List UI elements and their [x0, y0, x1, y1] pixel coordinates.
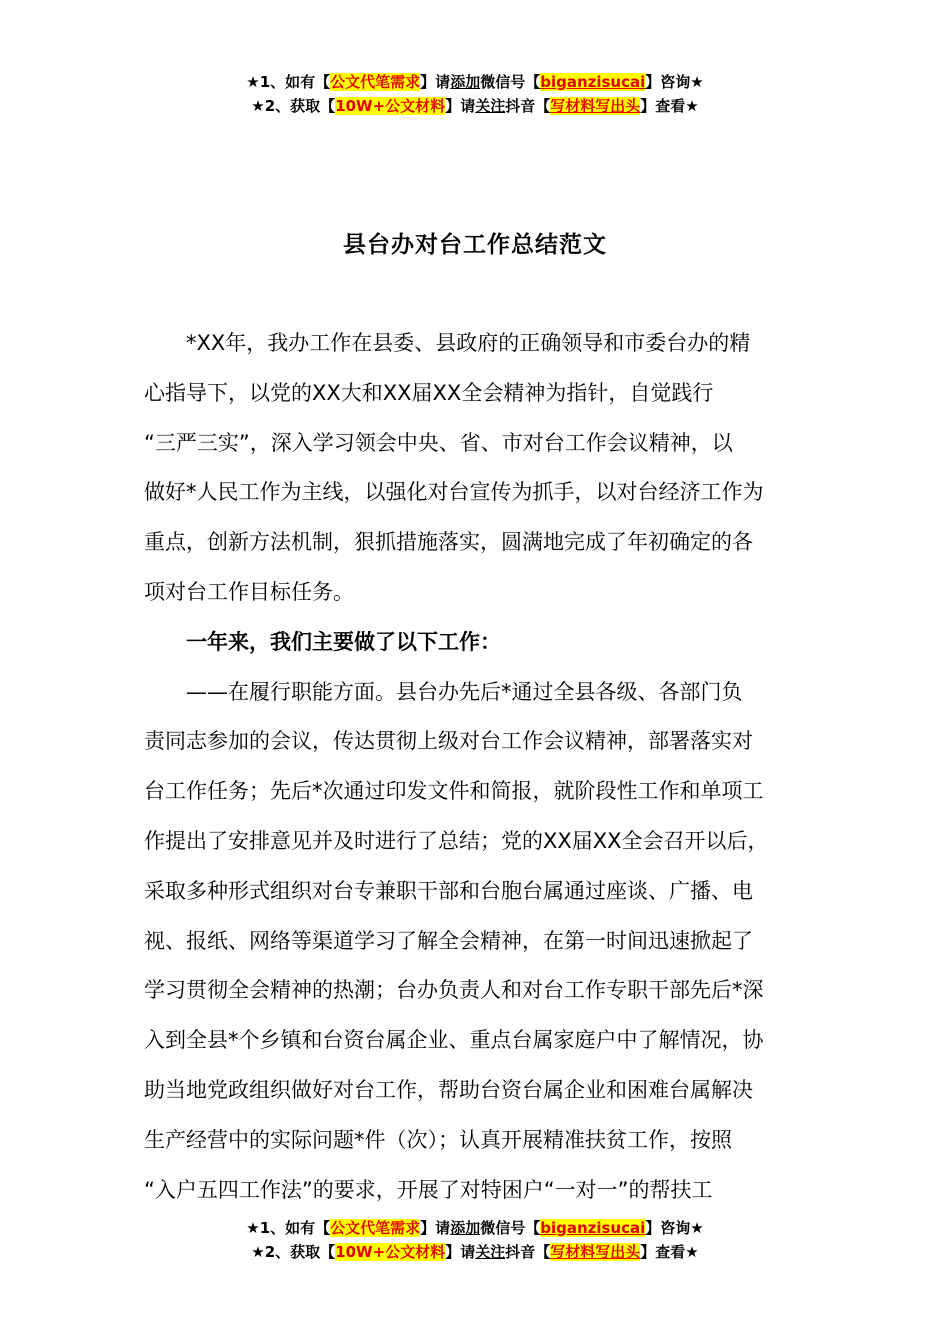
- section-heading: [144, 618, 816, 668]
- document-title: 县台办对台工作总结范文: [343, 232, 607, 258]
- banner-underlined-text: 关注: [475, 1243, 506, 1261]
- paragraph-line: 项对台工作目标任务。: [144, 579, 354, 604]
- banner-text: 】请: [445, 97, 476, 115]
- banner-line-1: [0, 70, 950, 94]
- banner-douyin-id: 写材料写出头: [550, 1243, 641, 1261]
- header-banner: [0, 70, 950, 118]
- banner-text: ★2、获取【: [251, 97, 336, 115]
- banner-text: 微信号【: [480, 1219, 541, 1237]
- paragraph-line: 责同志参加的会议，传达贯彻上级对台工作会议精神，部署落实对: [144, 729, 753, 754]
- banner-douyin-id: 写材料写出头: [550, 97, 641, 115]
- banner-text: 】查看★: [640, 97, 699, 115]
- footer-banner: [0, 1216, 950, 1264]
- banner-text: 】请: [445, 1243, 476, 1261]
- paragraph-line: 视、报纸、网络等渠道学习了解全会精神，在第一时间迅速掀起了: [144, 928, 753, 953]
- banner-highlight: 10W+公文材料: [335, 1243, 446, 1261]
- paragraph-line: 助当地党政组织做好对台工作，帮助台资台属企业和困难台属解决: [144, 1077, 753, 1102]
- banner-wechat-id: biganzisucai: [540, 73, 646, 91]
- banner-text: 抖音【: [505, 97, 551, 115]
- banner-wechat-id: biganzisucai: [540, 1219, 646, 1237]
- paragraph-line: 生产经营中的实际问题*件（次）；认真开展精准扶贫工作，按照: [144, 1127, 732, 1152]
- banner-text: 】咨询★: [645, 1219, 704, 1237]
- banner-line-1: [0, 1216, 950, 1240]
- document-body: [144, 319, 816, 1215]
- body-paragraph: [144, 319, 816, 618]
- paragraph-line: *XX年，我办工作在县委、县政府的正确领导和市委台办的精: [186, 331, 751, 355]
- banner-text: 抖音【: [505, 1243, 551, 1261]
- paragraph-line: 心指导下，以党的XX大和XX届XX全会精神为指针，自觉践行: [144, 380, 714, 405]
- banner-text: ★1、如有【: [246, 73, 331, 91]
- banner-highlight: 公文代笔需求: [330, 73, 421, 91]
- paragraph-line: 重点，创新方法机制，狠抓措施落实，圆满地完成了年初确定的各: [144, 530, 753, 555]
- banner-underlined-text: 添加: [450, 1219, 481, 1237]
- body-paragraph: [144, 668, 816, 1216]
- paragraph-line: “三严三实”，深入学习领会中央、省、市对台工作会议精神，以: [144, 430, 733, 455]
- banner-line-2: [0, 1240, 950, 1264]
- paragraph-line: ——在履行职能方面。县台办先后*通过全县各级、各部门负: [186, 679, 743, 704]
- banner-text: 微信号【: [480, 73, 541, 91]
- banner-text: ★1、如有【: [246, 1219, 331, 1237]
- banner-highlight: 公文代笔需求: [330, 1219, 421, 1237]
- banner-line-2: [0, 94, 950, 118]
- banner-text: 】咨询★: [645, 73, 704, 91]
- paragraph-line: 入到全县*个乡镇和台资台属企业、重点台属家庭户中了解情况，协: [144, 1028, 764, 1053]
- paragraph-line: 采取多种形式组织对台专兼职干部和台胞台属通过座谈、广播、电: [144, 878, 753, 903]
- banner-underlined-text: 关注: [475, 97, 506, 115]
- banner-underlined-text: 添加: [450, 73, 481, 91]
- paragraph-line: 作提出了安排意见并及时进行了总结；党的XX届XX全会召开以后，: [144, 828, 769, 853]
- paragraph-line: 一年来，我们主要做了以下工作：: [186, 629, 501, 654]
- paragraph-line: 做好*人民工作为主线，以强化对台宣传为抓手，以对台经济工作为: [144, 480, 764, 505]
- banner-text: 】请: [420, 73, 451, 91]
- paragraph-line: 学习贯彻全会精神的热潮；台办负责人和对台工作专职干部先后*深: [144, 978, 764, 1003]
- paragraph-line: 台工作任务；先后*次通过印发文件和简报，就阶段性工作和单项工: [144, 779, 764, 804]
- banner-highlight: 10W+公文材料: [335, 97, 446, 115]
- banner-text: 】查看★: [640, 1243, 699, 1261]
- paragraph-line: “入户五四工作法”的要求，开展了对特困户“一对一”的帮扶工: [144, 1177, 713, 1202]
- banner-text: ★2、获取【: [251, 1243, 336, 1261]
- banner-text: 】请: [420, 1219, 451, 1237]
